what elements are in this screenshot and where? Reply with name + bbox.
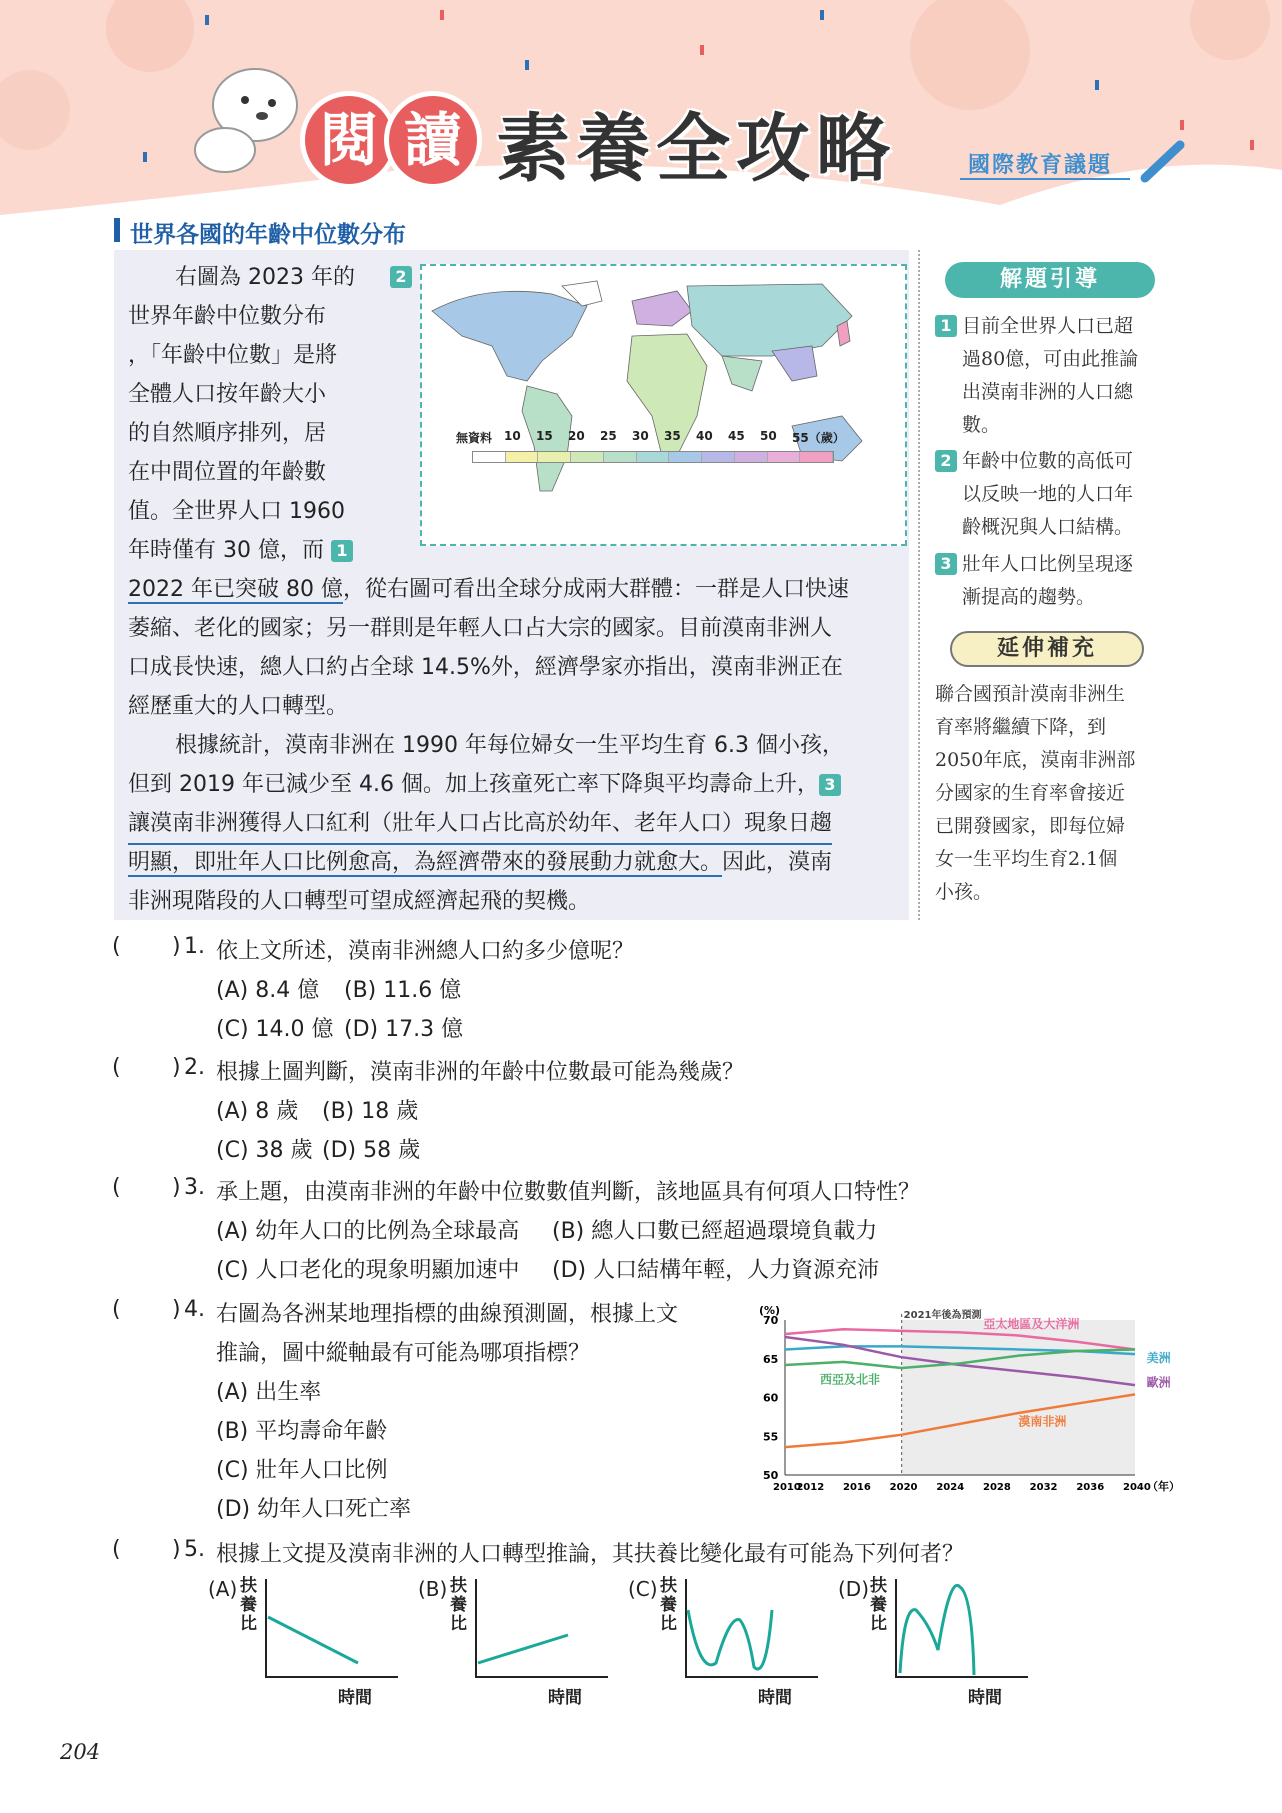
x-tick-label: 2020 [889,1482,918,1493]
question-number: 4. [184,1297,205,1322]
guide-text-line: 漸提高的趨勢。 [962,586,1096,608]
reading-badge-1: 閱 [305,96,393,184]
extension-title-pill: 延伸補充 [950,631,1144,667]
passage-line: 萎縮、老化的國家；另一群則是年輕人口占大宗的國家。目前漠南非洲人 [128,616,833,641]
option-a[interactable]: (A) 8 歲 [216,1099,299,1124]
legend-label: 25 [600,429,617,443]
question-text: 依上文所述，漠南非洲總人口約多少億呢？ [216,939,635,964]
option-label: (D) [838,1577,870,1601]
legend-label: 45 [728,429,745,443]
topic-underline [960,178,1130,180]
passage-line: 全體人口按年齡大小 [128,382,327,407]
legend-swatch [735,452,768,462]
x-axis-label: 時間 [758,1688,792,1708]
answer-paren-open: ( [112,1175,121,1200]
legend-swatch [604,452,637,462]
trend-line [900,1585,974,1675]
continent-indicator-chart [745,1300,1180,1520]
passage-line: 年時僅有 30 億，而 1 [128,531,353,570]
passage-line: 2022 年已突破 80 億，從右圖可看出全球分成兩大群體：一群是人口快速 [128,577,849,602]
world-map-graphic [422,266,905,544]
underlined-text: 明顯，即壯年人口比例愈高，為經濟帶來的發展動力就愈大。 [128,850,723,875]
passage-line: 口成長快速，總人口約占全球 14.5%外，經濟學家亦指出，漠南非洲正在 [128,655,843,680]
y-axis-label: 扶養比 [870,1576,887,1634]
question-text: 承上題，由漠南非洲的年齡中位數數值判斷，該地區具有何項人口特性？ [216,1180,921,1205]
topic-label: 國際教育議題 [968,153,1113,178]
axes [266,1579,398,1677]
series-label: 漠南非洲 [1018,1414,1067,1429]
page-number: 204 [60,1740,101,1764]
passage-line: 根據統計，漠南非洲在 1990 年每位婦女一生平均生育 6.3 個小孩， [175,733,844,758]
x-tick-label: 2036 [1076,1482,1105,1493]
guide-text-line: 出漠南非洲的人口總 [962,381,1134,403]
option-c[interactable]: (C) 人口老化的現象明顯加速中 [216,1258,520,1283]
passage-line: 非洲現階段的人口轉型可望成經濟起飛的契機。 [128,889,591,914]
y-tick-label: 60 [763,1391,779,1405]
x-tick-label: 2032 [1029,1482,1058,1493]
y-unit-label: (%) [759,1304,781,1317]
legend-label: 35 [664,429,681,443]
question-text: 根據上文提及漠南非洲的人口轉型推論，其扶養比變化最有可能為下列何者？ [216,1542,965,1567]
guide-num-badge: 1 [935,315,957,337]
ext-text-line: 小孩。 [935,881,993,903]
passage-line: ，「年齡中位數」是將 [128,343,338,368]
option-d[interactable]: (D) 17.3 億 [344,1017,464,1042]
series-label: 美洲 [1146,1350,1171,1365]
forecast-region [902,1320,1135,1475]
ext-text-line: 分國家的生育率會接近 [935,782,1126,804]
legend-swatch [506,452,539,462]
guide-text-line: 過80億，可由此推論 [962,348,1139,370]
guide-text-line: 目前全世界人口已超 [962,315,1134,337]
option-d[interactable]: (D) 58 歲 [322,1138,421,1163]
option-label: (A) [208,1577,238,1601]
legend-swatch [800,452,833,462]
underlined-text: 讓漠南非洲獲得人口紅利（壯年人口占比高於幼年、老年人口）現象日趨 [128,804,832,845]
y-tick-label: 65 [763,1352,779,1366]
x-tick-label: 2024 [936,1482,965,1493]
page-title: 素養全攻略 [496,106,896,192]
q5-option-b[interactable] [418,1575,608,1708]
x-tick-label: 2040 [1123,1482,1151,1493]
guide-title-pill: 解題引導 [945,262,1155,298]
axes [896,1579,1028,1677]
legend-label: 20 [568,429,585,443]
x-unit-label: （年） [1147,1480,1180,1493]
ext-text-line: 女一生平均生育2.1個 [935,848,1118,870]
guide-text-line: 壯年人口比例呈現逐 [962,553,1134,575]
line-chart-svg [745,1300,1180,1520]
legend-swatch [637,452,670,462]
hint-badge-2: 2 [390,266,412,288]
option-label: (C) [628,1577,658,1601]
answer-paren-close: ) [172,1055,181,1080]
sidebar-divider [918,250,920,920]
passage-line: 世界年齡中位數分布 [128,304,327,329]
option-b[interactable]: (B) 18 歲 [322,1099,419,1124]
option-d[interactable]: (D) 人口結構年輕，人力資源充沛 [552,1258,880,1283]
answer-paren-close: ) [172,1175,181,1200]
reading-badge-2: 讀 [389,96,477,184]
map-legend-labels [456,429,896,447]
option-d[interactable]: (D) 幼年人口死亡率 [216,1497,412,1522]
trend-line [268,1617,358,1663]
hint-badge-1: 1 [331,540,353,562]
series-label: 西亞及北非 [820,1372,881,1387]
q5-option-d[interactable] [838,1575,1028,1708]
passage-line: 但到 2019 年已減少至 4.6 個。加上孩童死亡率下降與平均壽命上升， 3 [128,765,841,804]
legend-swatch [669,452,702,462]
y-tick-label: 55 [763,1430,779,1444]
x-tick-label: 2016 [843,1482,871,1493]
legend-label: 10 [504,429,521,443]
y-tick-label: 50 [763,1469,779,1482]
answer-paren-open: ( [112,1055,121,1080]
x-axis-label: 時間 [548,1688,582,1708]
legend-swatch [473,452,506,462]
option-a[interactable]: (A) 出生率 [216,1380,322,1405]
legend-label: 55（歲） [792,431,845,445]
answer-paren-close: ) [172,934,181,959]
answer-paren-close: ) [172,1297,181,1322]
section-title-bar [114,218,120,242]
passage-line: 經歷重大的人口轉型。 [128,694,349,719]
q5-option-a[interactable] [208,1575,398,1708]
series-label: 歐洲 [1146,1375,1171,1390]
y-axis-label: 扶養比 [660,1576,677,1634]
guide-num-badge: 2 [935,450,957,472]
x-tick-label: 2028 [983,1482,1011,1493]
option-b[interactable]: (B) 平均壽命年齡 [216,1419,388,1444]
trend-line [478,1635,568,1663]
guide-num-badge: 3 [935,553,957,575]
question-number: 1. [184,934,205,959]
world-median-age-map [420,264,907,546]
question-number: 2. [184,1055,205,1080]
passage-line: 的自然順序排列，居 [128,421,327,446]
question-text: 根據上圖判斷，漠南非洲的年齡中位數最可能為幾歲？ [216,1060,745,1085]
option-b[interactable]: (B) 11.6 億 [344,978,462,1003]
option-b[interactable]: (B) 總人口數已經超過環境負載力 [552,1219,878,1244]
y-axis-label: 扶養比 [240,1576,257,1634]
answer-paren-close: ) [172,1537,181,1562]
option-a[interactable]: (A) 幼年人口的比例為全球最高 [216,1219,520,1244]
ext-text-line: 已開發國家，即每位婦 [935,815,1126,837]
guide-text-line: 以反映一地的人口年 [962,483,1134,505]
ext-text-line: 2050年底，漠南非洲部 [935,749,1136,771]
guide-text-line: 齡概況與人口結構。 [962,516,1134,538]
map-legend-swatches [472,451,834,463]
option-a[interactable]: (A) 8.4 億 [216,978,320,1003]
option-c[interactable]: (C) 壯年人口比例 [216,1458,388,1483]
trend-line [688,1610,772,1669]
legend-label: 50 [760,429,777,443]
legend-label: 30 [632,429,649,443]
legend-label: 無資料 [456,431,493,445]
answer-paren-open: ( [112,934,121,959]
option-label: (B) [418,1577,448,1601]
y-axis-label: 扶養比 [450,1576,467,1634]
question-number: 3. [184,1175,205,1200]
passage-line: 明顯，即壯年人口比例愈高，為經濟帶來的發展動力就愈大。因此，漠南 [128,850,833,875]
passage-line: 在中間位置的年齡數 [128,460,327,485]
legend-label: 15 [536,429,553,443]
passage-line: 值。全世界人口 1960 [128,499,345,524]
legend-label: 40 [696,429,713,443]
ext-text-line: 聯合國預計漠南非洲生 [935,683,1126,705]
option-c[interactable]: (C) 38 歲 [216,1138,313,1163]
passage-line: 右圖為 2023 年的 [175,265,355,290]
legend-swatch [571,452,604,462]
answer-paren-open: ( [112,1537,121,1562]
y-tick-label: 70 [763,1314,779,1327]
legend-swatch [768,452,801,462]
question-text: 右圖為各洲某地理指標的曲線預測圖，根據上文 [216,1302,679,1327]
axes [476,1579,608,1677]
option-c[interactable]: (C) 14.0 億 [216,1017,334,1042]
x-tick-label: 2010 [773,1482,801,1493]
x-axis-label: 時間 [338,1688,372,1708]
question-text: 推論，圖中縱軸最有可能為哪項指標？ [216,1341,591,1366]
underlined-text: 2022 年已突破 80 億 [128,577,343,602]
q5-option-c[interactable] [628,1575,818,1708]
forecast-note: 2021年後為預測 [903,1310,982,1321]
legend-swatch [702,452,735,462]
section-title: 世界各國的年齡中位數分布 [130,222,406,248]
question-number: 5. [184,1537,205,1562]
answer-paren-open: ( [112,1297,121,1322]
ext-text-line: 育率將繼續下降，到 [935,716,1107,738]
guide-text-line: 年齡中位數的高低可 [962,450,1134,472]
legend-swatch [538,452,571,462]
guide-text-line: 數。 [962,414,1001,436]
page-header [0,0,1282,230]
x-tick-label: 2012 [796,1482,825,1493]
x-axis-label: 時間 [968,1688,1002,1708]
series-label: 亞太地區及大洋洲 [983,1316,1080,1331]
hint-badge-3: 3 [819,774,841,796]
